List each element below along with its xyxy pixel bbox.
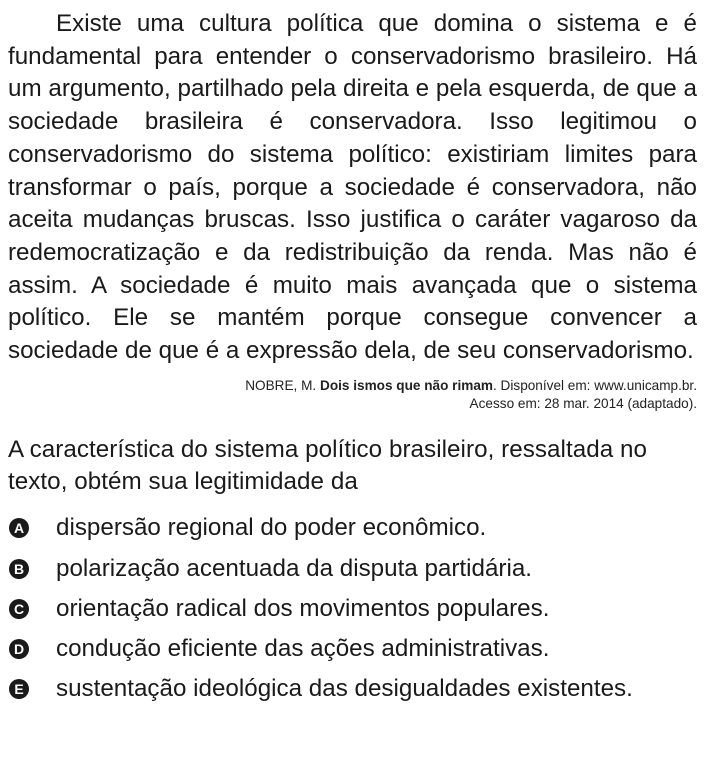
option-e[interactable] bbox=[8, 669, 697, 709]
source-access: Acesso em: 28 mar. 2014 (adaptado). bbox=[469, 395, 697, 411]
source-citation bbox=[8, 377, 697, 413]
option-c-letter-icon: C bbox=[9, 599, 29, 619]
source-title: Dois ismos que não rimam bbox=[320, 377, 493, 393]
passage-text bbox=[8, 8, 697, 368]
option-d[interactable] bbox=[8, 629, 697, 669]
answer-options bbox=[8, 508, 697, 709]
source-availability: . Disponível em: www.unicamp.br. bbox=[493, 377, 697, 393]
source-author: NOBRE, M. bbox=[245, 377, 317, 393]
option-b[interactable] bbox=[8, 548, 697, 588]
option-a-text: dispersão regional do poder econômico. bbox=[56, 514, 487, 542]
option-c-text: orientação radical dos movimentos populares. bbox=[56, 594, 550, 622]
source-line-1 bbox=[8, 377, 697, 395]
option-c[interactable] bbox=[8, 589, 697, 629]
option-d-letter-icon: D bbox=[9, 639, 29, 659]
option-a[interactable] bbox=[8, 508, 697, 548]
option-a-letter-icon: A bbox=[9, 518, 29, 538]
option-b-text: polarização acentuada da disputa partidária. bbox=[56, 554, 533, 582]
option-b-letter-icon: B bbox=[9, 559, 29, 579]
passage-body: Existe uma cultura política que domina o sistema e é fundamental para entender o conservadorismo brasileiro. Há um argumento, partilhado pela direita e pela esquerda, de que a sociedade brasileira é conservadora. Isso legitimou o conservadorismo do sistema político: existiriam limites para transformar o país, porque a sociedade é conservadora, não aceita mudanças bruscas. Isso justifica o caráter vagaroso da redemocratização e da redistribuição da renda. Mas não é assim. A sociedade é muito mais avançada que o sistema político. Ele se mantém porque consegue convencer a sociedade de que é a expressão dela, de seu conservadorismo. bbox=[8, 10, 697, 365]
question-stem: A característica do sistema político brasileiro, ressaltada no texto, obtém sua legitimidade da bbox=[8, 435, 647, 495]
option-e-letter-icon: E bbox=[9, 679, 29, 699]
exam-question bbox=[8, 8, 697, 710]
option-d-text: condução eficiente das ações administrativas. bbox=[56, 635, 550, 663]
option-e-text: sustentação ideológica das desigualdades existentes. bbox=[56, 675, 633, 703]
